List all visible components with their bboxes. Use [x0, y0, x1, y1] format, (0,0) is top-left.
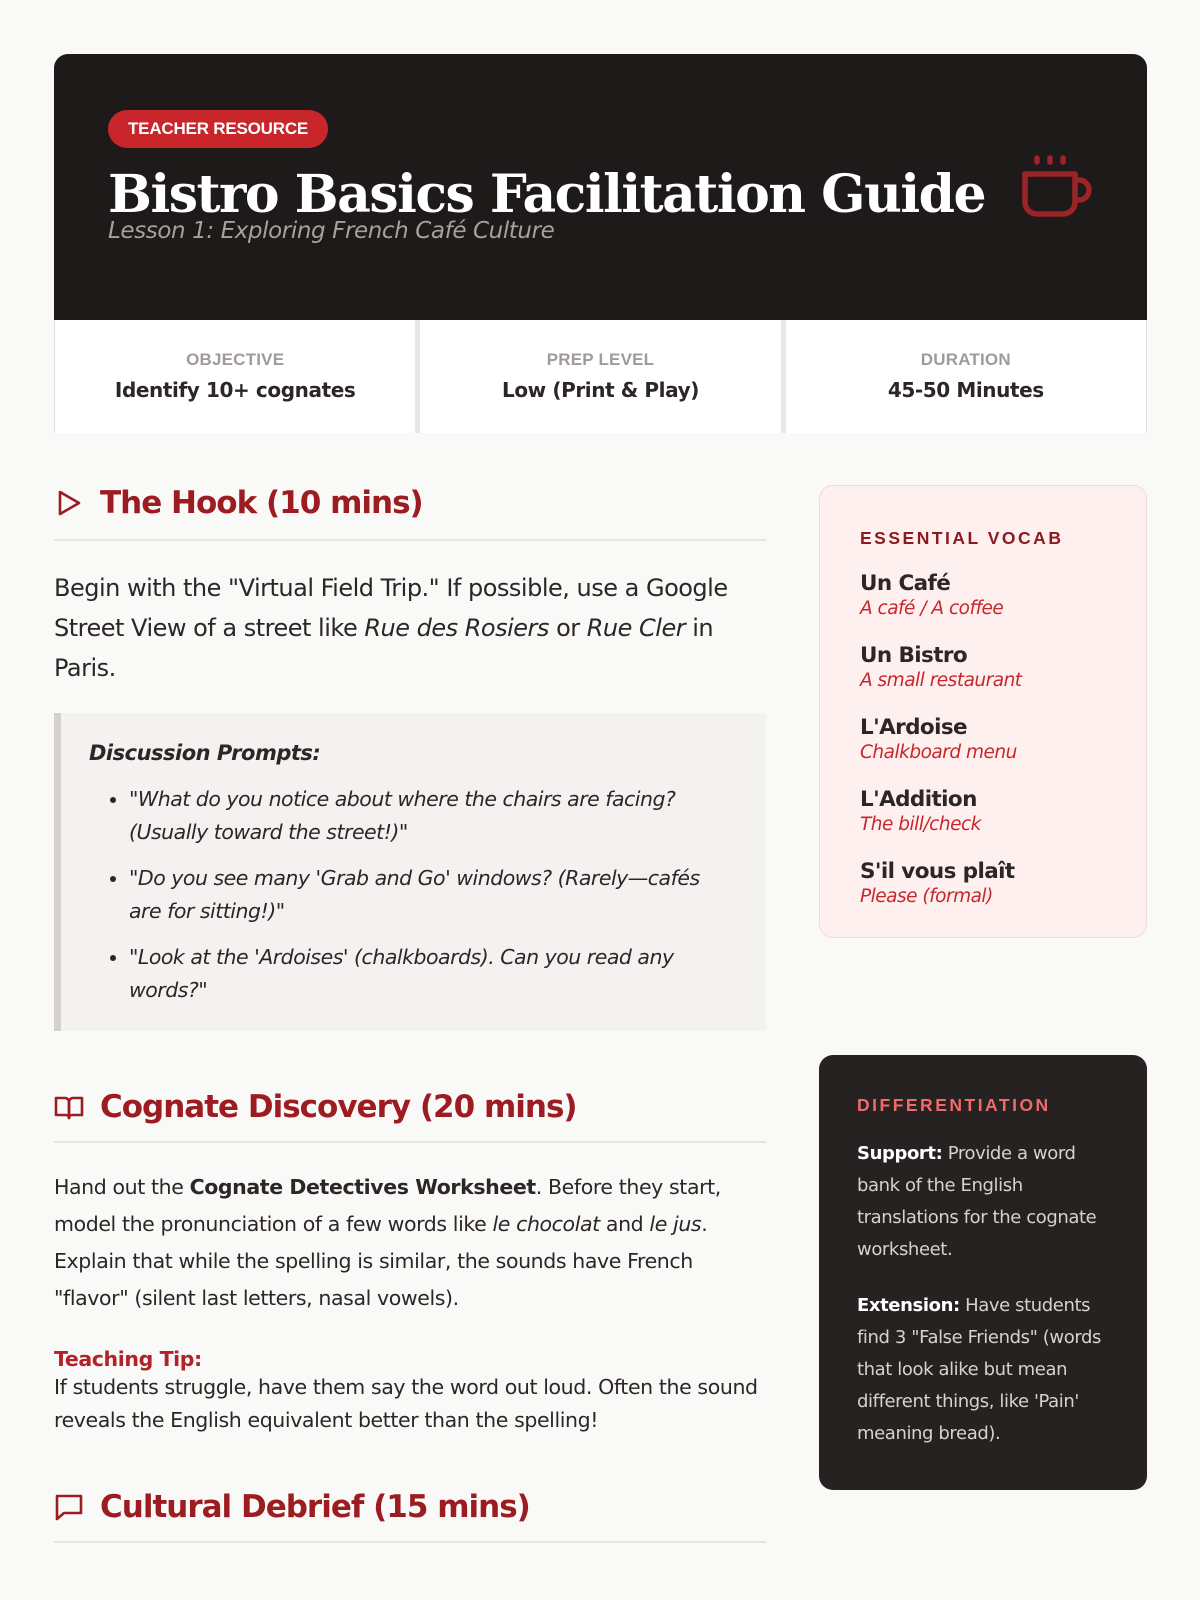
section-header-hook [54, 485, 766, 541]
hero-header [54, 54, 1147, 320]
list-item: • "Look at the 'Ardoises' (chalkboards). Can you read any words?" [129, 941, 736, 1007]
book-open-icon [54, 1092, 84, 1122]
differentiation-card [819, 1055, 1147, 1490]
section-title: The Hook (10 mins) [100, 485, 423, 521]
stat-prep-level [420, 320, 780, 433]
tip-text: If students struggle, have them say the word out loud. Often the sound reveals the English equivalent better than the spelling! [54, 1375, 758, 1432]
stat-duration [786, 320, 1147, 433]
essential-vocab-card [819, 485, 1147, 938]
vocab-term: Un Café [860, 571, 951, 596]
list-item [860, 643, 1108, 691]
coffee-cup-icon [1017, 148, 1095, 226]
vocab-heading: ESSENTIAL VOCAB [860, 528, 1064, 548]
section-title: Cognate Discovery (20 mins) [100, 1089, 577, 1125]
section-title: Cultural Debrief (15 mins) [100, 1489, 530, 1525]
list-item: • "What do you notice about where the chairs are facing? (Usually toward the street!)" [129, 783, 736, 849]
play-icon [54, 488, 84, 518]
vocab-term: L'Addition [860, 787, 977, 812]
cognate-paragraph: Hand out the Cognate Detectives Worksheet. Before they start, model the pronunciation of a few words like le chocolat and le jus. Explain that while the spelling is similar, the sounds have French "flavor" (silent last letters, nasal vowels). [54, 1175, 721, 1310]
list-item [860, 571, 1108, 619]
list-item [860, 715, 1108, 763]
stat-label: DURATION [920, 350, 1011, 369]
teacher-resource-badge: TEACHER RESOURCE [108, 110, 328, 148]
support-text: Support: Provide a word bank of the English translations for the cognate worksheet. [857, 1143, 1097, 1260]
differentiation-heading: DIFFERENTIATION [857, 1095, 1051, 1115]
stat-objective [54, 320, 415, 433]
list-item [860, 859, 1108, 907]
stat-label: PREP LEVEL [546, 350, 655, 369]
stat-value: Identify 10+ cognates [114, 378, 356, 402]
main-column [54, 485, 766, 1543]
extension-text: Extension: Have students find 3 "False Friends" (words that look alike but mean different things, like 'Pain' meaning bread). [857, 1295, 1102, 1444]
hook-intro: Begin with the "Virtual Field Trip." If possible, use a Google Street View of a street like Rue des Rosiers or Rue Cler in Paris. [54, 574, 728, 682]
tip-label: Teaching Tip: [54, 1347, 202, 1371]
teaching-tip [54, 1347, 766, 1437]
list-item [860, 787, 1108, 835]
guide-page [54, 54, 1147, 1525]
page-title: Bistro Basics Facilitation Guide [108, 164, 986, 225]
section-header-debrief [54, 1489, 766, 1543]
vocab-definition: Chalkboard menu [860, 742, 1017, 763]
stat-value: Low (Print & Play) [502, 378, 699, 402]
stat-value: 45-50 Minutes [887, 378, 1044, 402]
list-item: • "Do you see many 'Grab and Go' windows? (Rarely—cafés are for sitting!)" [129, 862, 736, 928]
vocab-definition: A small restaurant [860, 670, 1022, 691]
stat-label: OBJECTIVE [186, 350, 285, 369]
discussion-prompts [54, 713, 766, 1031]
prompts-list [89, 783, 736, 1007]
vocab-definition: The bill/check [860, 814, 981, 835]
chat-bubble-icon [54, 1492, 84, 1522]
vocab-definition: A café / A coffee [860, 598, 1004, 619]
section-header-cognate [54, 1089, 766, 1143]
vocab-term: L'Ardoise [860, 715, 968, 740]
vocab-term: Un Bistro [860, 643, 968, 668]
vocab-definition: Please (formal) [860, 886, 993, 907]
prompts-title: Discussion Prompts: [89, 741, 321, 765]
vocab-term: S'il vous plaît [860, 859, 1015, 884]
lesson-stats [54, 320, 1147, 433]
page-subtitle: Lesson 1: Exploring French Café Culture [108, 218, 555, 244]
